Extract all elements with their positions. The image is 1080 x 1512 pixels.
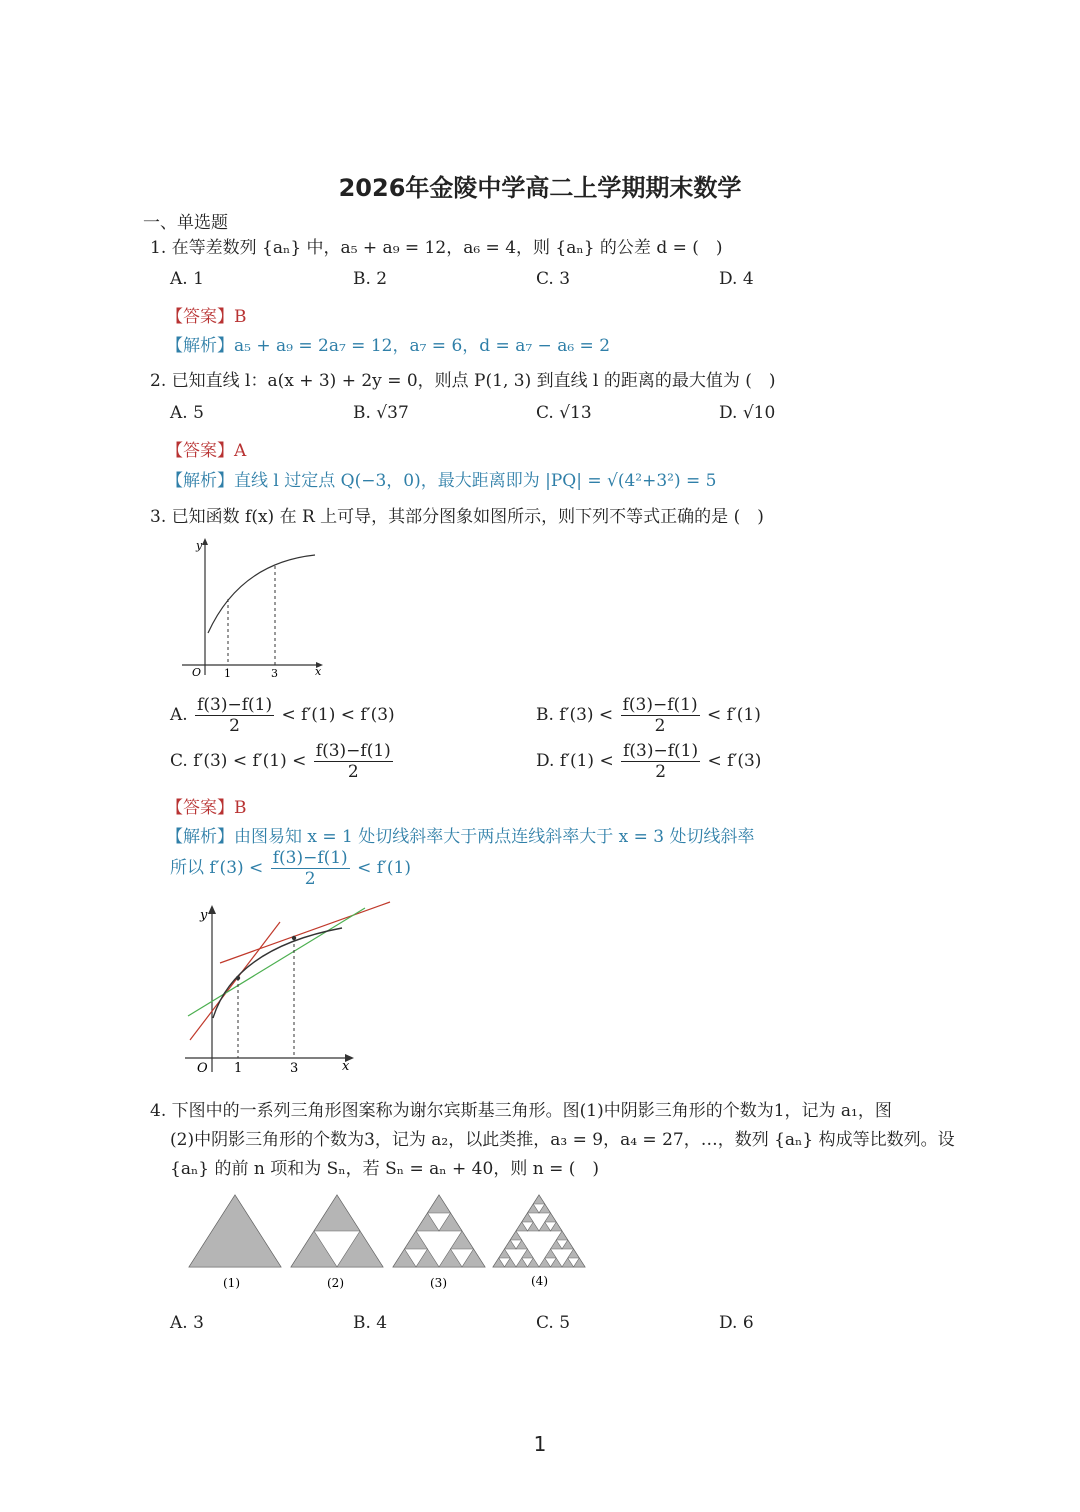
q2-option-d: D. √10 bbox=[719, 403, 776, 423]
q3-analysis-line1: 【解析】由图易知 x = 1 处切线斜率大于两点连线斜率大于 x = 3 处切线斜率 bbox=[166, 827, 755, 847]
label-y: y bbox=[196, 539, 203, 552]
fraction-numerator: f(3)−f(1) bbox=[272, 848, 348, 868]
q1-option-d: D. 4 bbox=[719, 269, 754, 289]
q4-option-a: A. 3 bbox=[170, 1313, 204, 1333]
q3-option-b-tail: < f′(1) bbox=[707, 705, 761, 725]
fraction-denominator: 2 bbox=[229, 716, 240, 736]
label-origin: O bbox=[192, 666, 202, 679]
q3-option-a bbox=[170, 695, 395, 736]
shaded-triangle bbox=[189, 1195, 281, 1267]
q3-analysis-line2 bbox=[170, 848, 411, 889]
tangent-line-x1 bbox=[190, 922, 280, 1040]
q2-option-c: C. √13 bbox=[536, 403, 592, 423]
q4-sierpinski-figures bbox=[185, 1192, 590, 1297]
label-origin: O bbox=[197, 1061, 208, 1076]
point-x1 bbox=[236, 976, 240, 980]
sierpinski-1 bbox=[189, 1195, 281, 1267]
figure-label-4: (4) bbox=[531, 1274, 548, 1288]
secant-line bbox=[188, 908, 365, 1016]
sierpinski-4 bbox=[493, 1195, 585, 1267]
shaded-triangle bbox=[428, 1195, 451, 1213]
q2-answer: 【答案】A bbox=[166, 441, 247, 461]
figure-label-2: (2) bbox=[327, 1276, 344, 1290]
q3-option-a-fraction bbox=[195, 695, 274, 736]
q3-option-b bbox=[536, 695, 761, 736]
q4-option-b: B. 4 bbox=[353, 1313, 388, 1333]
shaded-triangle bbox=[533, 1195, 545, 1204]
fraction-denominator: 2 bbox=[347, 762, 359, 782]
q2-option-a: A. 5 bbox=[170, 403, 204, 423]
fraction-numerator: f(3)−f(1) bbox=[197, 695, 273, 715]
tangent-line-x3 bbox=[220, 902, 390, 963]
q3-option-d-label: D. f′(1) < bbox=[536, 751, 614, 771]
fraction-denominator: 2 bbox=[304, 869, 316, 889]
shaded-triangle bbox=[314, 1195, 360, 1231]
tick-1: 1 bbox=[224, 667, 231, 680]
q2-stem: 2. 已知直线 l：a(x + 3) + 2y = 0，则点 P(1, 3) 到直线 l 的距离的最大值为 ( ) bbox=[150, 371, 776, 391]
q4-option-d: D. 6 bbox=[719, 1313, 754, 1333]
sierpinski-2 bbox=[291, 1195, 383, 1267]
q3-stem: 3. 已知函数 f(x) 在 R 上可导，其部分图象如图所示，则下列不等式正确的是 ( ) bbox=[150, 507, 764, 527]
q3-option-c-label: C. f′(3) < f′(1) < bbox=[170, 751, 307, 771]
fraction-denominator: 2 bbox=[655, 762, 667, 782]
fraction-numerator: f(3)−f(1) bbox=[623, 741, 699, 761]
page-number: 1 bbox=[533, 1432, 547, 1456]
label-x: x bbox=[315, 665, 322, 678]
q1-option-b: B. 2 bbox=[353, 269, 388, 289]
q2-analysis: 【解析】直线 l 过定点 Q(−3，0)，最大距离即为 |PQ| = √(4²+3²) = 5 bbox=[166, 471, 717, 491]
label-y: y bbox=[200, 908, 208, 923]
function-curve bbox=[213, 928, 342, 1018]
label-x: x bbox=[342, 1059, 350, 1074]
point-x3 bbox=[292, 936, 296, 940]
q4-stem-line2: (2)中阴影三角形的个数为3，记为 a₂，以此类推，a₃ = 9，a₄ = 27，…，数列 {aₙ} 构成等比数列。设 bbox=[170, 1130, 955, 1150]
q1-analysis: 【解析】a₅ + a₉ = 2a₇ = 12，a₇ = 6，d = a₇ − a₆ = 2 bbox=[166, 336, 611, 356]
q3-function-graph bbox=[170, 535, 330, 680]
analysis-prefix: 所以 f′(3) < bbox=[170, 858, 264, 878]
q1-option-a: A. 1 bbox=[170, 269, 204, 289]
tick-3: 3 bbox=[290, 1061, 299, 1076]
q4-option-c: C. 5 bbox=[536, 1313, 571, 1333]
section-heading: 一、单选题 bbox=[143, 213, 228, 233]
q3-option-c bbox=[170, 741, 395, 782]
q3-tangent-graph bbox=[180, 900, 395, 1080]
fraction-numerator: f(3)−f(1) bbox=[315, 741, 391, 761]
figure-label-3: (3) bbox=[430, 1276, 447, 1290]
function-curve bbox=[208, 555, 315, 633]
sierpinski-3 bbox=[393, 1195, 485, 1267]
fraction-numerator: f(3)−f(1) bbox=[622, 695, 698, 715]
q3-option-a-label: A. bbox=[170, 705, 188, 725]
q1-answer: 【答案】B bbox=[166, 307, 247, 327]
q3-option-d-tail: < f′(3) bbox=[707, 751, 762, 771]
q4-stem-line3: {aₙ} 的前 n 项和为 Sₙ，若 Sₙ = aₙ + 40，则 n = ( ) bbox=[170, 1159, 599, 1179]
figure-label-1: (1) bbox=[223, 1276, 240, 1290]
fraction-denominator: 2 bbox=[654, 716, 666, 736]
q3-option-b-fraction bbox=[621, 695, 700, 736]
q4-stem-line1: 4. 下图中的一系列三角形图案称为谢尔宾斯基三角形。图(1)中阴影三角形的个数为1，记为 a₁，图 bbox=[150, 1101, 892, 1121]
tick-1: 1 bbox=[234, 1061, 243, 1076]
q3-option-d-fraction bbox=[621, 741, 700, 782]
analysis-suffix: < f′(1) bbox=[357, 858, 411, 878]
q2-option-b: B. √37 bbox=[353, 403, 409, 423]
q1-option-c: C. 3 bbox=[536, 269, 571, 289]
analysis-fraction bbox=[271, 848, 350, 889]
q3-option-c-fraction bbox=[314, 741, 393, 782]
q3-option-b-label: B. f′(3) < bbox=[536, 705, 614, 725]
y-axis-arrow bbox=[202, 538, 208, 545]
tick-3: 3 bbox=[271, 667, 278, 680]
q3-option-d bbox=[536, 741, 761, 782]
page-title: 2026年金陵中学高二上学期期末数学 bbox=[338, 174, 742, 202]
q3-answer: 【答案】B bbox=[166, 798, 247, 818]
y-axis-arrow bbox=[208, 905, 216, 914]
q1-stem: 1. 在等差数列 {aₙ} 中，a₅ + a₉ = 12，a₆ = 4，则 {aₙ} 的公差 d = ( ) bbox=[150, 238, 723, 258]
q3-option-a-tail: < f′(1) < f′(3) bbox=[281, 705, 395, 725]
